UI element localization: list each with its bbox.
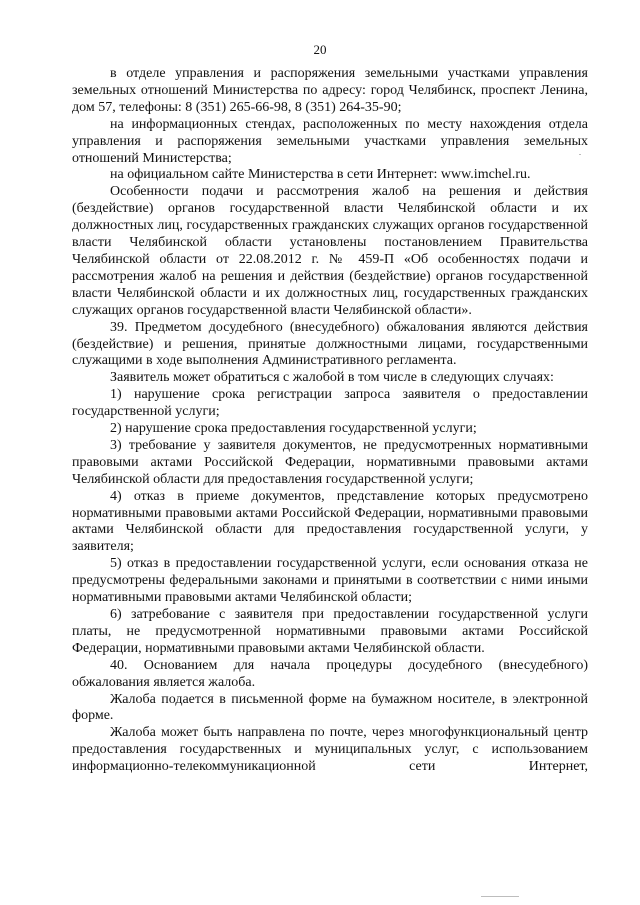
paragraph-case-4: 4) отказ в приеме документов, представление которых предусмотрено нормативными правовыми актами Российской Федерации, нормативными правовыми актами Челябинской области для предоставления государственной услуги, у заявителя; (72, 488, 588, 555)
paragraph-info-stands: на информационных стендах, расположенных по месту нахождения отдела управления и распоряжения земельными участками управления земельных отношений Министерства; (72, 116, 588, 166)
paragraph-department-address: в отделе управления и распоряжения земельными участками управления земельных отношений Министерства по адресу: город Челябинск, проспект Ленина, дом 57, телефоны: 8 (351) 265-66-98, 8 (351) 264-35-90; (72, 66, 588, 115)
paragraph-complaint-channels: Жалоба может быть направлена по почте, через многофункциональный центр предоставления государственных и муниципальных услуг, с использованием информационно-телекоммуникационной сети Интернет, (72, 725, 588, 775)
paragraph-item-40: 40. Основанием для начала процедуры досудебного (внесудебного) обжалования является жалоба. (72, 657, 588, 690)
paragraph-cases-intro: Заявитель может обратиться с жалобой в том числе в следующих случаях: (110, 370, 554, 386)
paragraph-item-39: 39. Предметом досудебного (внесудебного) обжалования являются действия (бездействие) и решения, принятые должностными лицами, государственными служащими в ходе выполнения Административного регламента. (72, 319, 588, 369)
paragraph-complaint-specifics: Особенности подачи и рассмотрения жалоб на решения и действия (бездействие) органов государственной власти Челябинской области и их должностных лиц, государственных гражданских служащих органов государственной власти Челябинской области установлены постановлением Правительства Челябинской области от 22.08.2012 г. № 459-П «Об особенностях подачи и рассмотрения жалоб на решения и действия (бездействие) органов государственной власти Челябинской области и их должностных лиц, государственных гражданских служащих органов государственной власти Челябинской области». (72, 184, 588, 318)
scan-speck (579, 154, 581, 155)
paragraph-case-5: 5) отказ в предоставлении государственной услуги, если основания отказа не предусмотрены федеральными законами и принятыми в соответствии с ними иными нормативными правовыми актами Челябинской области; (72, 556, 588, 606)
paragraph-case-2: 2) нарушение срока предоставления государственной услуги; (110, 421, 477, 437)
paragraph-official-site: на официальном сайте Министерства в сети Интернет: www.imchel.ru. (110, 167, 531, 183)
paragraph-case-3: 3) требование у заявителя документов, не предусмотренных нормативными правовыми актами Российской Федерации, нормативными правовыми актами Челябинской области для предоставления государственной услуги; (72, 437, 588, 487)
paragraph-case-1: 1) нарушение срока регистрации запроса заявителя о предоставлении государственной услуги; (72, 387, 588, 420)
scan-edge-mark (481, 896, 519, 897)
paragraph-complaint-form: Жалоба подается в письменной форме на бумажном носителе, в электронной форме. (72, 691, 588, 724)
document-body (72, 66, 588, 776)
paragraph-case-6: 6) затребование с заявителя при предоставлении государственной услуги платы, не предусмотренной нормативными правовыми актами Российской Федерации, нормативными правовыми актами Челябинской области. (72, 607, 588, 656)
page-number: 20 (313, 42, 327, 57)
